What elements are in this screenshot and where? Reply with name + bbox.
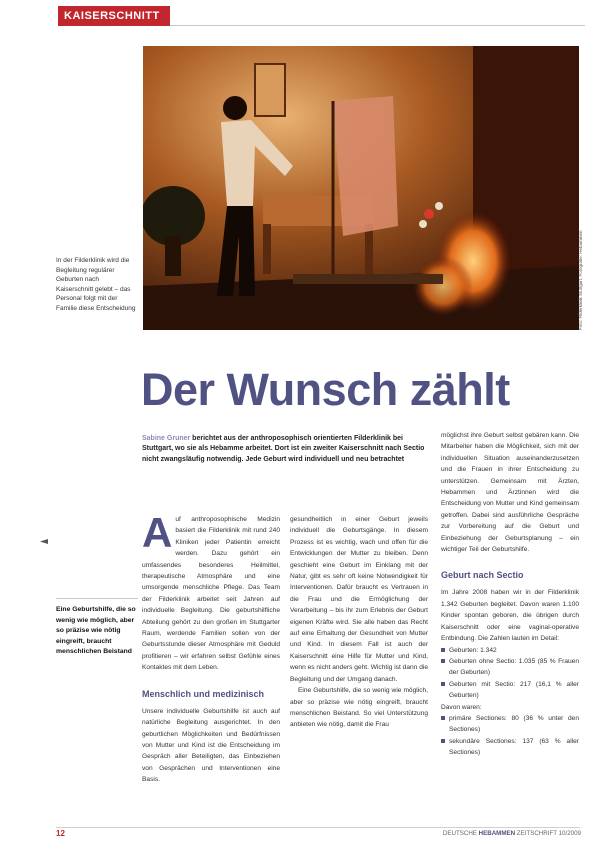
mag-suffix: ZEITSCHRIFT 10/2009: [515, 830, 581, 837]
sectio-list: [441, 713, 579, 759]
pull-quote: Eine Geburtshilfe, die so wenig wie möglich, aber so präzise wie nötig eingreift, braucht menschlichen Beistand: [56, 598, 138, 658]
lead-paragraph: [142, 434, 434, 465]
header-rule: [170, 25, 585, 26]
labor-room-photo: [143, 46, 579, 330]
subhead-menschlich: Menschlich und medizinisch: [142, 688, 265, 699]
list-item: sekundäre Sectiones: 137 (63 % aller Sectiones): [441, 736, 579, 759]
body-paragraph: gesundheitlich in einer Geburt jeweils individuell die Geburtsgänge. In diesem Prozess ist es wichtig, wach und offen für die Entwicklungen der Mutter zu bleiben. Denn geschieht eine Geburt im Einklang mit der Natur, gibt es sehr oft keine Notwendigkeit für Interventionen. Dafür braucht es Vertrauen in die Frau und die Ermöglichung der Verarbeitung – bis ihr zum Erlebnis der Geburt eigenen Kräfte wird. Sie alle haben das Recht auf eine Erhaltung der Gesundheit von Mutter und Kind. In diesem Fall ist auch der Kaiserschnitt eine Hilfe für Mutter und Kind, wenn es nicht anders geht. Wichtig ist dann die Begleitung und der Umgang danach.: [290, 516, 428, 683]
footer-rule: [56, 827, 580, 828]
body-paragraph: möglichst ihre Geburt selbst gebären kann. Die Mitarbeiter haben die Möglichkeit, sich mit der individuellen Situation auseinanderzusetzen und die Frauen in ihrer Entscheidung zu unterstützen. Gemeinsam mit Ärzten, Hebammen und Ärztinnen wird die Entscheidung von Mutter und Kind gemeinsam getroffen. Dabei sind ausführliche Gespräche zur Vorbereitung auf die Geburt und Einbeziehung der Geburtsplanung – ein wichtiger Teil der Geburtshilfe.: [441, 432, 579, 554]
subhead-geburt-nach-sectio: Geburt nach Sectio: [441, 570, 524, 581]
photo-credit: Foto: Filderklinik Stuttgart, Fotografie: Hebammen: [578, 230, 583, 330]
section-tag: KAISERSCHNITT: [58, 6, 170, 26]
magazine-footer: [441, 830, 581, 837]
page-title: Der Wunsch zählt: [141, 364, 510, 415]
photo-caption: In der Filderklinik wird die Begleitung regulärer Geburten nach Kaiserschnitt gelebt – das Personal folgt mit der Familie diese Entscheidung: [56, 257, 136, 312]
lead-text: berichtet aus der anthroposophisch orientierten Filderklinik bei Stuttgart, wo sie als Hebamme arbeitet. Dort ist ein zweiter Kaiserschnitt nach Sectio nicht zwangsläufig notwendig. Jede Geburt wird individuell und neu betrachtet: [142, 435, 425, 463]
article-column-2: [290, 514, 428, 731]
mag-highlight: HEBAMMEN: [478, 830, 516, 837]
statistics-list: [441, 645, 579, 702]
article-column-1: [142, 509, 280, 786]
author-name: Sabine Gruner: [142, 435, 191, 442]
arrow-marker-icon: [40, 539, 48, 544]
list-item: Geburten: 1.342: [441, 645, 579, 656]
list-item: Geburten ohne Sectio: 1.035 (85 % Frauen der Geburten): [441, 656, 579, 679]
list-item: Geburten mit Sectio: 217 (16,1 % aller Geburten): [441, 679, 579, 702]
intro-paragraph: uf anthroposophische Medizin basiert die Filderklinik mit rund 240 Kliniken jeder Patientin erreicht werden. Dazu gehört ein umfassendes besonderes Heilmittel, therapeutische Atmosphäre und eine umsorgende menschliche Pflege. Das Team der Filderklinik arbeitet seit Jahren auf individuelle Begleitung. Die geburtshilfliche Abteilung gehört zu den großen im Stuttgarter Raum, werdende Familien sollen von der Geburtsstunde dieser Atmosphäre mit Geduld profitieren – wir erfahren selbst Gefühle eines Kontaktes mit dem Leben.: [142, 516, 280, 672]
page-number: 12: [56, 829, 65, 838]
body-paragraph: Davon waren:: [441, 703, 482, 711]
body-paragraph: Im Jahre 2008 haben wir in der Filderklinik 1.342 Geburten begleitet. Davon waren 1.100 Kinder spontan geboren, die übrigen durch Kaiserschnitt oder eine vaginal-operative Entbindung. Die Zahlen lauten im Detail:: [441, 589, 579, 643]
list-item: primäre Sectiones: 80 (36 % unter den Sectiones): [441, 713, 579, 736]
mag-prefix: DEUTSCHE: [442, 830, 479, 837]
body-paragraph: Unsere individuelle Geburtshilfe ist auch auf natürliche Begleitung ausgerichtet. In den geburtlichen Möglichkeiten und Bedürfnissen von Mutter und Kind ist die Entscheidung im Gespräch aller Beteiligten, das Einbeziehen von Gesprächen und Interventionen eine Basis.: [142, 707, 280, 784]
drop-cap: A: [142, 509, 173, 556]
body-paragraph: Eine Geburtshilfe, die so wenig wie möglich, aber so präzise wie nötig eingreift, braucht menschlichen Beistand. So viel Unterstützung anbieten wie nötig, damit die Frau: [290, 687, 428, 729]
article-column-3: [441, 430, 579, 759]
